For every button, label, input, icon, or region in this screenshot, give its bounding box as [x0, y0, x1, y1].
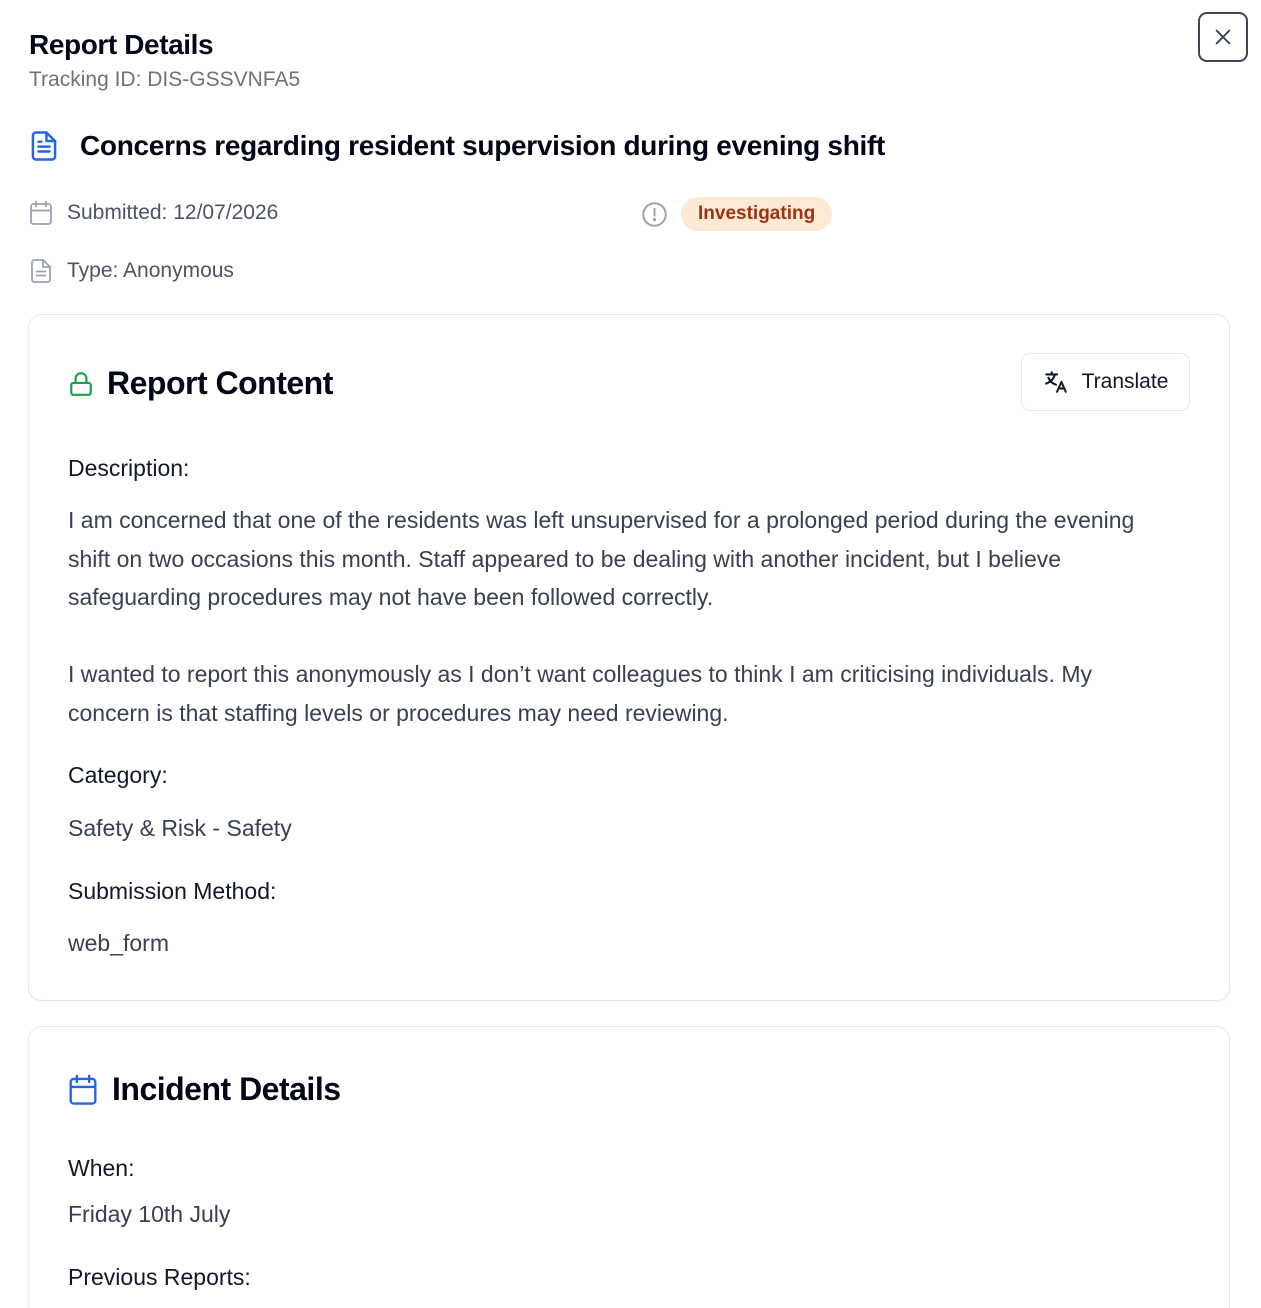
submission-method-label: Submission Method: [68, 878, 277, 904]
report-type: Type: Anonymous [67, 259, 234, 282]
calendar-icon [68, 1074, 98, 1106]
submission-method-value: web_form [68, 930, 169, 956]
lock-icon [68, 371, 94, 397]
when-value: Friday 10th July [68, 1201, 231, 1227]
report-title: Concerns regarding resident supervision during evening shift [80, 130, 886, 161]
category-label: Category: [68, 762, 168, 788]
incident-details-card [28, 1026, 1230, 1308]
report-content-title: Report Content [107, 365, 333, 401]
description-label: Description: [68, 455, 190, 481]
translate-label: Translate [1081, 370, 1169, 393]
submitted-row [29, 200, 278, 226]
previous-reports-label: Previous Reports: [68, 1264, 251, 1290]
translate-button[interactable] [1021, 353, 1190, 411]
incident-details-title: Incident Details [112, 1071, 341, 1107]
report-content-heading [68, 365, 333, 402]
submitted-date: Submitted: 12/07/2026 [67, 201, 279, 224]
description-paragraph: I am concerned that one of the residents was left unsupervised for a prolonged period during the evening shift on two occasions this month. Staff appeared to be dealing with another incident, but I believe safeguarding procedures may not have been followed correctly. [68, 507, 1135, 610]
alert-circle-icon [641, 201, 668, 228]
calendar-icon [29, 200, 53, 226]
dialog-header [29, 28, 300, 93]
tracking-id: Tracking ID: DIS-GSSVNFA5 [29, 68, 301, 91]
description-text [68, 501, 1168, 732]
file-icon [29, 258, 53, 284]
report-content-card [28, 314, 1230, 1001]
category-value: Safety & Risk - Safety [68, 815, 292, 841]
file-text-icon [29, 130, 59, 162]
close-button[interactable] [1198, 12, 1248, 62]
type-row [29, 258, 234, 284]
description-paragraph: I wanted to report this anonymously as I don’t want colleagues to think I am criticising individuals. My concern is that staffing levels or procedures may need reviewing. [68, 661, 1092, 726]
languages-icon [1043, 369, 1069, 395]
dialog-title: Report Details [29, 29, 214, 60]
close-icon [1212, 26, 1234, 48]
when-label: When: [68, 1155, 135, 1181]
report-title-row [29, 130, 885, 162]
incident-details-heading [68, 1071, 341, 1108]
status-row [641, 197, 832, 231]
status-badge: Investigating [681, 197, 832, 231]
